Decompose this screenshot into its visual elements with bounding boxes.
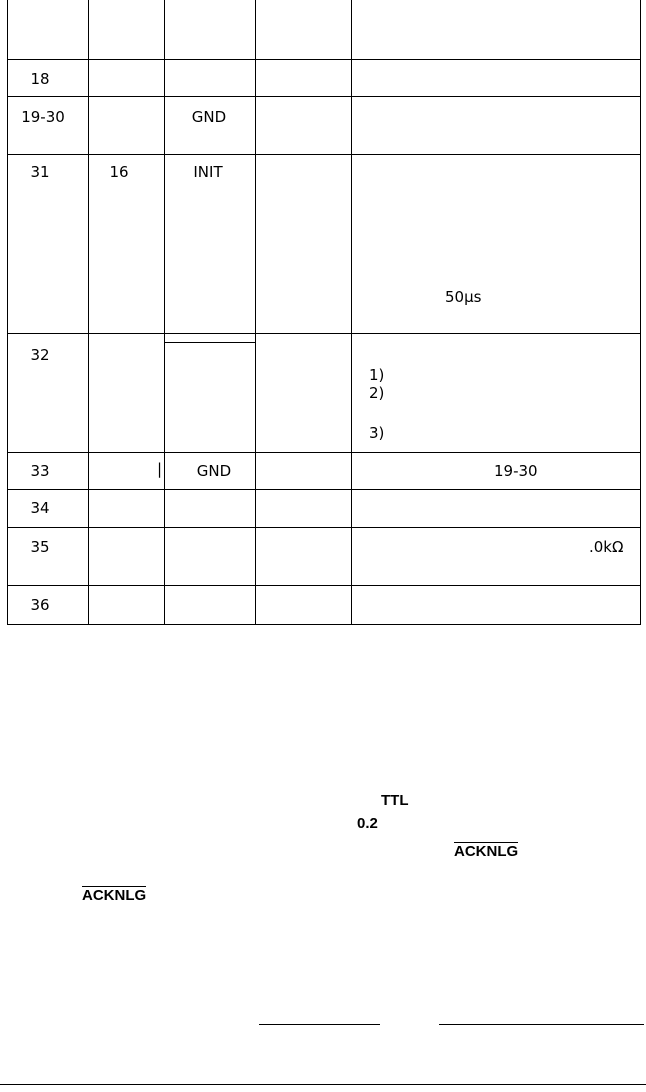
signal-overline [165,342,255,343]
column-divider [88,0,89,624]
acknlg-signal: ACKNLG [454,843,519,860]
pin-number: 35 [30,538,50,556]
timing-line [439,1024,644,1025]
row-divider [8,154,640,155]
row-divider [8,585,640,586]
list-item: 3) [369,424,385,442]
pin-number: 19-30 [21,108,65,126]
pin-assignment-table [7,0,641,625]
signal-name: GND [191,108,227,126]
ttl-label: TTL [381,792,409,809]
list-item: 2) [369,384,385,402]
voltage-value: 0.2 [357,815,378,832]
pin-range-reference: 19-30 [494,462,538,480]
pin-number: 18 [30,70,50,88]
pin-number: 36 [30,596,50,614]
page-footer-rule [0,1084,646,1085]
column-divider [351,0,352,624]
pin-number: 31 [30,163,50,181]
return-pin: 16 [109,163,129,181]
pin-number: 33 [30,462,50,480]
row-divider [8,489,640,490]
timing-line [259,1024,380,1025]
row-divider [8,333,640,334]
row-divider [8,96,640,97]
pin-number: 34 [30,499,50,517]
signal-name: GND [196,462,232,480]
row-divider [8,452,640,453]
resistance-value: .0kΩ [589,538,624,556]
acknlg-signal: ACKNLG [82,887,147,904]
pin-number: 32 [30,346,50,364]
signal-name: INIT [193,163,223,181]
pulse-width: 50µs [445,288,482,306]
row-divider [8,59,640,60]
row-divider [8,527,640,528]
column-divider [255,0,256,624]
column-divider [164,0,165,624]
pipe-mark: | [157,460,163,478]
list-item: 1) [369,366,385,384]
